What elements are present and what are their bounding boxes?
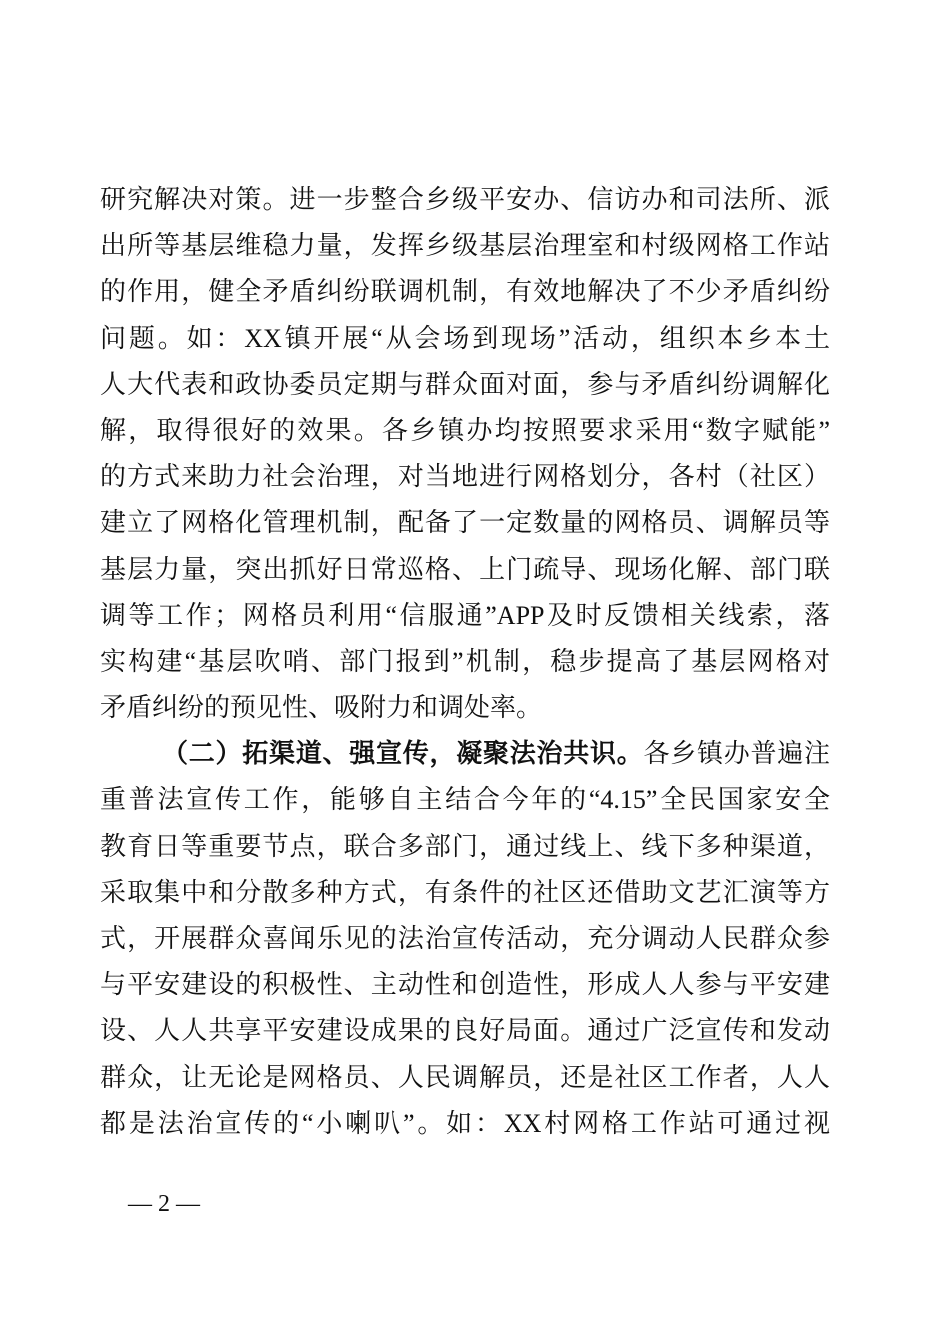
text-line: 人大代表和政协委员定期与群众面对面，参与矛盾纠纷调解化 [100, 369, 830, 399]
text-line: 群众，让无论是网格员、人民调解员，还是社区工作者，人人 [100, 1062, 830, 1092]
text-line: 建立了网格化管理机制，配备了一定数量的网格员、调解员等 [100, 508, 830, 538]
text-line: 的作用，健全矛盾纠纷联调机制，有效地解决了不少矛盾纠纷 [100, 277, 830, 307]
text-line: 式，开展群众喜闻乐见的法治宣传活动，充分调动人民群众参 [100, 924, 830, 953]
text-line: 重普法宣传工作，能够自主结合今年的“4.15”全民国家安全 [100, 785, 830, 815]
text-line: 问题。如：XX镇开展“从会场到现场”活动，组织本乡本土 [100, 323, 830, 353]
document-body [100, 177, 830, 1147]
text-line: 设、人人共享平安建设成果的良好局面。通过广泛宣传和发动 [100, 1016, 830, 1046]
section-heading: （二）拓渠道、强宣传，凝聚法治共识。 [162, 739, 644, 769]
text-line: 与平安建设的积极性、主动性和创造性，形成人人参与平安建 [100, 970, 830, 1000]
text-line: 出所等基层维稳力量，发挥乡级基层治理室和村级网格工作站 [100, 231, 830, 261]
text-span: 各乡镇办普遍注 [643, 739, 830, 769]
text-line: 教育日等重要节点，联合多部门，通过线上、线下多种渠道， [100, 831, 830, 861]
text-line: 实构建“基层吹哨、部门报到”机制，稳步提高了基层网格对 [100, 646, 830, 676]
text-line [100, 731, 830, 777]
text-line: 的方式来助力社会治理，对当地进行网格划分，各村（社区） [100, 462, 830, 492]
page-number: — 2 — [128, 1191, 200, 1217]
text-line: 基层力量，突出抓好日常巡格、上门疏导、现场化解、部门联 [100, 554, 830, 584]
text-line: 研究解决对策。进一步整合乡级平安办、信访办和司法所、派 [100, 185, 830, 214]
paragraph-2 [100, 731, 830, 1147]
text-line: 采取集中和分散多种方式，有条件的社区还借助文艺汇演等方 [100, 877, 830, 907]
text-line: 调等工作；网格员利用“信服通”APP及时反馈相关线索，落 [100, 600, 830, 630]
paragraph-1 [100, 177, 830, 731]
text-line: 矛盾纠纷的预见性、吸附力和调处率。 [100, 693, 543, 723]
text-line: 都是法治宣传的“小喇叭”。如：XX村网格工作站可通过视 [100, 1108, 830, 1138]
text-line: 解，取得很好的效果。各乡镇办均按照要求采用“数字赋能” [100, 415, 830, 445]
